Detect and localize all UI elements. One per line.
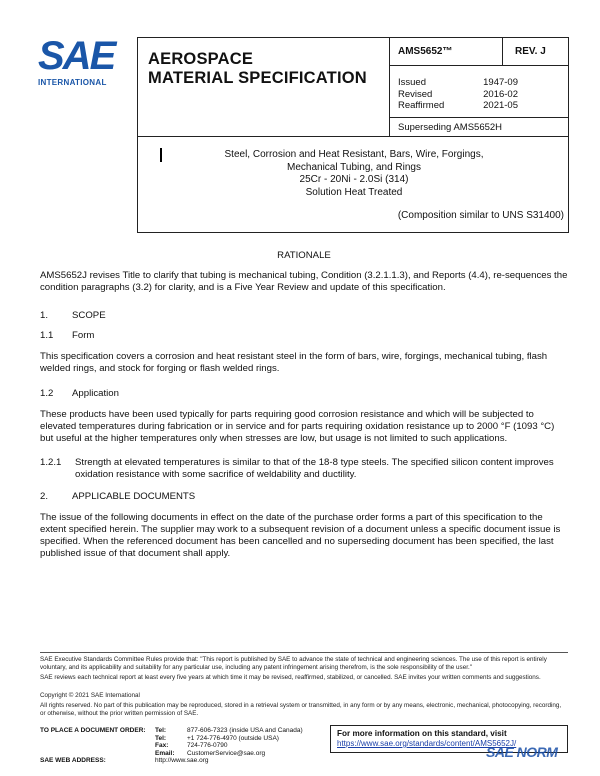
superseding-note: Superseding AMS5652H xyxy=(398,122,503,133)
title-line: AEROSPACE xyxy=(148,50,254,68)
rationale-text: AMS5652J revises Title to clarify that tubing is mechanical tubing, Condition (3.2.1.1.3), and Reports (4.4), re-sequences the condition paragraphs (3.2) for clarity, and is a Five Year Review and update of this specification. xyxy=(40,270,568,293)
date-row: Reaffirmed 2021-05 xyxy=(398,100,518,111)
material-title-line: Solution Heat Treated xyxy=(305,186,403,198)
watermark-logo: SAE NORM xyxy=(486,744,558,760)
header-divider xyxy=(389,65,569,66)
material-title xyxy=(140,149,568,199)
section-documents-text: The issue of the following documents in effect on the date of the purchase order forms a part of this specification to the extent specified herein. The supplier may work to a subsequent revision of a document unless a specific document issue is specified. When the referenced document has been cancelled and no superseding document has been specified, the last published issue of that document shall apply. xyxy=(40,512,561,559)
material-title-line: 25Cr - 20Ni - 2.0Si (314) xyxy=(299,174,409,185)
footer-review-text: SAE reviews each technical report at least every five years at which time it may be revised, reaffirmed, stabilized, or cancelled. SAE invites your written comments and suggestions. xyxy=(40,674,541,681)
header-divider xyxy=(389,37,390,137)
title-line: MATERIAL SPECIFICATION xyxy=(148,69,367,87)
contact-row: Tel: +1 724-776-4970 (outside USA) xyxy=(155,734,279,742)
section-form-heading: 1.1 Form xyxy=(40,330,95,341)
sae-logo xyxy=(38,36,116,88)
section-application-heading: 1.2 Application xyxy=(40,388,119,399)
order-label: TO PLACE A DOCUMENT ORDER: xyxy=(40,727,146,734)
section-documents-heading: 2. APPLICABLE DOCUMENTS xyxy=(40,491,196,502)
date-table xyxy=(398,77,518,112)
contact-row: Email: CustomerService@sae.org xyxy=(155,749,266,757)
contact-row: Fax: 724-776-0790 xyxy=(155,742,228,750)
section-form-text: This specification covers a corrosion and heat resistant steel in the form of bars, wire, forgings, mechanical tubing, flash welded rings, and stock for forging or flash welded rings. xyxy=(40,351,548,374)
web-label: SAE WEB ADDRESS: xyxy=(40,757,106,764)
logo-sub: INTERNATIONAL xyxy=(38,78,107,87)
footer-rights-text: All rights reserved. No part of this publication may be reproduced, stored in a retrieval system or transmitted, in any form or by any means, electronic, mechanical, photocopying, recording, or otherwise, without the prior written permission of SAE. xyxy=(40,702,562,717)
composition-note: (Composition similar to UNS S31400) xyxy=(397,210,564,221)
material-title-line: Steel, Corrosion and Heat Resistant, Bars, Wire, Forgings, xyxy=(224,149,484,160)
web-address-link[interactable]: http://www.sae.org xyxy=(155,757,209,764)
date-row: Issued 1947-09 xyxy=(398,77,518,88)
footer-rule xyxy=(40,652,568,653)
header-divider xyxy=(389,117,569,118)
revision-label: REV. J xyxy=(515,46,546,57)
header-divider xyxy=(502,37,503,65)
section-scope-heading: 1. SCOPE xyxy=(40,310,106,321)
rationale-heading: RATIONALE xyxy=(277,250,331,261)
date-row: Revised 2016-02 xyxy=(398,88,518,100)
material-title-line: Mechanical Tubing, and Rings xyxy=(287,161,421,173)
contact-row: Tel: 877-606-7323 (inside USA and Canada) xyxy=(155,727,303,734)
document-type-title xyxy=(148,50,367,88)
standard-url-link[interactable]: https://www.sae.org/standards/content/AMS5652J/ xyxy=(337,739,517,748)
spec-number: AMS5652™ xyxy=(398,46,453,57)
footer-copyright: Copyright © 2021 SAE International xyxy=(40,692,140,699)
section-application-text: These products have been used typically for parts requiring good corrosion resistance and which will be subjected to elevated temperatures during fabrication or in service and for parts requiring oxidation resistance up to 2000 °F (1093 °C) but useful at the higher temperatures only when stresses are low, but usage is not limited to such applications. xyxy=(40,409,555,444)
footer-rules-text: SAE Executive Standards Committee Rules provide that: "This report is published by SAE to advance the state of technical and engineering sciences. The use of this report is entirely voluntary, and its applicability and suitability for any particular use, including any patent infringement arising therefrom, is the sole responsibility of the user." xyxy=(40,656,547,671)
logo-brand: SAE xyxy=(38,34,115,78)
section-1-2-1: 1.2.1 Strength at elevated temperatures is similar to that of the 18-8 type steels. The specified silicon content improves oxidation resistance with some sacrifice of weldability and ductility. xyxy=(40,457,554,480)
contact-list xyxy=(155,727,303,757)
more-info-title: For more information on this standard, visit xyxy=(337,729,507,738)
